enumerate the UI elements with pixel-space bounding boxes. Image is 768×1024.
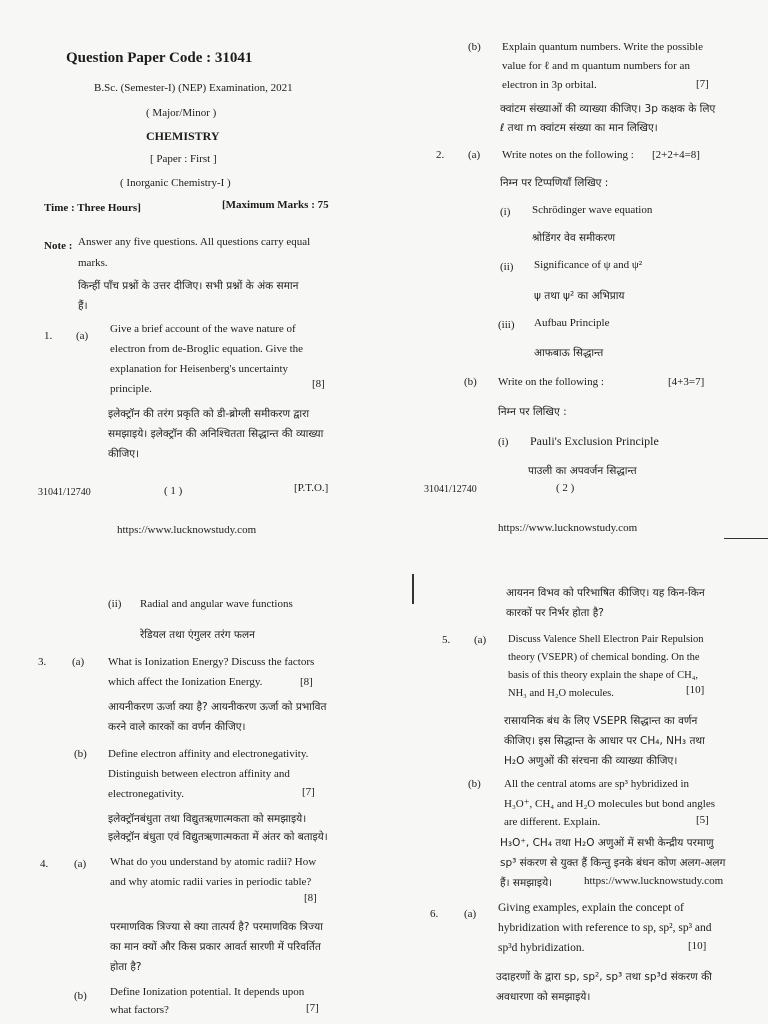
note-label: Note : [44,240,73,252]
q5b-line2: H₃O⁺, CH₄ and H₂O molecules but bond angles [504,798,716,810]
q6a-line3: sp³d hybridization. [498,942,585,954]
q1a-hindi-line3: कीजिए। [108,448,140,460]
q1a-hindi-line2: समझाइये। इलेक्ट्रॉन की अनिश्चितता सिद्धान्त की व्याख्या [108,428,324,440]
paper-topic: ( Inorganic Chemistry-I ) [120,177,231,189]
q2b-text: Write on the following : [498,376,604,388]
paper-number: [ Paper : First ] [150,153,217,165]
q2a-i-label: (i) [500,206,511,218]
q4-number: 4. [40,858,49,870]
q6a-label: (a) [464,908,477,920]
q5a-hindi-line1: रासायनिक बंध के लिए VSEPR सिद्धान्त का वर्णन [504,715,698,727]
q3b-line3: electronegativity. [108,788,184,800]
note-text-line2: marks. [78,257,108,269]
q3b-marks: [7] [302,786,315,798]
footer-code: 31041/12740 [424,484,477,495]
q5a-line4: NH₃ and H₂O molecules. [508,688,614,699]
q4b-marks: [7] [306,1002,319,1014]
q5b-hindi-line2: sp³ संकरण से युक्त हैं किन्तु इनके बंधन कोण अलग-अलग [500,857,726,869]
q1b-line1: Explain quantum numbers. Write the possible [502,41,703,53]
q3a-line2: which affect the Ionization Energy. [108,676,263,688]
q3a-marks: [8] [300,676,313,688]
website-url: https://www.lucknowstudy.com [117,524,257,536]
q5a-line3: basis of this theory explain the shape of CH₄, [508,670,698,681]
q1b-hindi-line1: क्वांटम संख्याओं की व्याख्या कीजिए। 3p कक्षक के लिए [500,103,716,115]
q3b-label: (b) [74,748,87,760]
q5b-hindi-line3: हैं। समझाइये। [500,877,553,889]
page-3 [0,552,384,1024]
footer-code: 31041/12740 [38,487,91,498]
q1a-line4: principle. [110,383,152,395]
q5a-line1: Discuss Valence Shell Electron Pair Repulsion [508,634,704,645]
page-1 [0,0,384,545]
q4b-line1: Define Ionization potential. It depends upon [110,986,305,998]
q1-number: 1. [44,330,53,342]
note-hindi-line2: हैं। [78,300,88,312]
page-2 [384,0,768,545]
major-minor: ( Major/Minor ) [146,107,217,119]
q1b-hindi-line2: ℓ तथा m क्वांटम संख्या का मान लिखिए। [500,122,658,134]
q1b-label: (b) [468,41,481,53]
q2a-label: (a) [468,149,481,161]
q4b-label: (b) [74,990,87,1002]
page-4 [384,552,768,1024]
q5a-marks: [10] [686,684,705,696]
time-allowed: Time : Three Hours] [44,202,141,214]
q2b-ii-label: (ii) [108,598,122,610]
q5b-line1: All the central atoms are sp³ hybridized in [504,778,690,790]
q2b-i-label: (i) [498,436,509,448]
q4b-hindi-line2: कारकों पर निर्भर होता है? [506,607,604,619]
q3a-label: (a) [72,656,85,668]
q6-number: 6. [430,908,439,920]
q1b-line3: electron in 3p orbital. [502,79,597,91]
q5-number: 5. [442,634,451,646]
q2a-ii-hindi: ψ तथा ψ² का अभिप्राय [534,290,625,302]
q2a-hindi: निम्न पर टिप्पणियाँ लिखिए : [500,177,609,189]
q6a-hindi-line2: अवधारणा को समझाइये। [496,991,591,1003]
inline-website-url: https://www.lucknowstudy.com [584,875,724,887]
q4a-hindi-line3: होता है? [110,961,142,973]
q2a-i-hindi: श्रोडिंगर वेव समीकरण [532,232,616,244]
q4a-line1: What do you understand by atomic radii? How [110,856,317,868]
q1a-line3: explanation for Heisenberg's uncertainty [110,363,289,375]
q2-number: 2. [436,149,445,161]
q1b-line2: value for ℓ and m quantum numbers for an [502,60,690,72]
q3-number: 3. [38,656,47,668]
q2a-ii-label: (ii) [500,261,514,273]
q1a-line2: electron from de-Broglic equation. Give the [110,343,304,355]
q6a-line1: Giving examples, explain the concept of [498,902,684,914]
q3a-hindi-line1: आयनीकरण ऊर्जा क्या है? आयनीकरण ऊर्जा को प्रभावित [108,701,327,713]
q1a-hindi-line1: इलेक्ट्रॉन की तरंग प्रकृति को डी-ब्रोग्ली समीकरण द्वारा [108,408,310,420]
q2a-iii-hindi: आफबाऊ सिद्धान्त [534,347,604,359]
q3a-line1: What is Ionization Energy? Discuss the factors [108,656,315,668]
q1a-marks: [8] [312,378,325,390]
q5a-hindi-line2: कीजिए। इस सिद्धान्त के आधार पर CH₄, NH₃ तथा [504,735,705,747]
q2a-iii-text: Aufbau Principle [534,317,610,329]
q2b-marks: [4+3=7] [668,376,705,388]
footer-page-number: ( 2 ) [556,482,575,494]
q4a-marks: [8] [304,892,317,904]
q2a-i-text: Schrödinger wave equation [532,204,653,216]
note-text-line1: Answer any five questions. All questions carry equal [78,236,311,248]
q4b-hindi-line1: आयनन विभव को परिभाषित कीजिए। यह किन-किन [506,587,705,599]
subject: CHEMISTRY [146,129,220,143]
q4a-line2: and why atomic radii varies in periodic table? [110,876,312,888]
q2b-i-hindi: पाउली का अपवर्जन सिद्धान्त [528,465,637,477]
q2b-label: (b) [464,376,477,388]
q3a-hindi-line2: करने वाले कारकों का वर्णन कीजिए। [108,721,246,733]
q1a-label: (a) [76,330,89,342]
q3b-line2: Distinguish between electron affinity and [108,768,290,780]
q3b-hindi-line1: इलेक्ट्रॉनबंधुता तथा विद्युतऋणात्मकता को समझाइये। [108,813,307,825]
q4a-label: (a) [74,858,87,870]
q4a-hindi-line1: परमाणविक त्रिज्या से क्या तात्पर्य है? परमाणविक त्रिज्या [110,921,323,933]
q2b-ii-text: Radial and angular wave functions [140,598,293,610]
maximum-marks: [Maximum Marks : 75 [222,199,329,211]
footer-pto: [P.T.O.] [294,482,329,494]
website-url: https://www.lucknowstudy.com [498,522,638,534]
q5b-marks: [5] [696,814,709,826]
exam-name: B.Sc. (Semester-I) (NEP) Examination, 2021 [94,82,293,94]
q6a-hindi-line1: उदाहरणों के द्वारा sp, sp², sp³ तथा sp³d संकरण की [496,971,712,983]
q2a-ii-text: Significance of ψ and ψ² [534,259,643,271]
paper-code-title: Question Paper Code : 31041 [66,50,253,66]
scan-edge-line [724,538,768,539]
q2b-hindi: निम्न पर लिखिए : [498,406,567,418]
q2a-marks: [2+2+4=8] [652,149,700,161]
q2a-iii-label: (iii) [498,319,515,331]
q5b-label: (b) [468,778,481,790]
q1a-line1: Give a brief account of the wave nature of [110,323,296,335]
q4b-line2: what factors? [110,1004,169,1016]
note-hindi-line1: किन्हीं पाँच प्रश्नों के उत्तर दीजिए। सभी प्रश्नों के अंक समान [78,280,299,292]
q5b-hindi-line1: H₃O⁺, CH₄ तथा H₂O अणुओं में सभी केन्द्रीय परमाणु [500,837,714,849]
q2a-text: Write notes on the following : [502,149,634,161]
q5b-line3: are different. Explain. [504,816,601,828]
q6a-marks: [10] [688,940,707,952]
scan-edge-line [412,574,414,604]
q2b-i-text: Pauli's Exclusion Principle [530,434,659,448]
q5a-label: (a) [474,634,487,646]
q6a-line2: hybridization with reference to sp, sp², sp³ and [498,922,712,934]
q4a-hindi-line2: का मान क्यों और किस प्रकार आवर्त सारणी में परिवर्तित [110,941,321,953]
q2b-ii-hindi: रेडियल तथा एंगुलर तरंग फलन [140,629,255,641]
q1b-marks: [7] [696,78,709,90]
q5a-hindi-line3: H₂O अणुओं की संरचना की व्याख्या कीजिए। [504,755,678,767]
q3b-line1: Define electron affinity and electronegativity. [108,748,309,760]
footer-page-number: ( 1 ) [164,485,183,497]
q5a-line2: theory (VSEPR) of chemical bonding. On the [508,652,700,663]
q3b-hindi-line2: इलेक्ट्रॉन बंधुता एवं विद्युतऋणात्मकता में अंतर को बताइये। [108,831,328,843]
